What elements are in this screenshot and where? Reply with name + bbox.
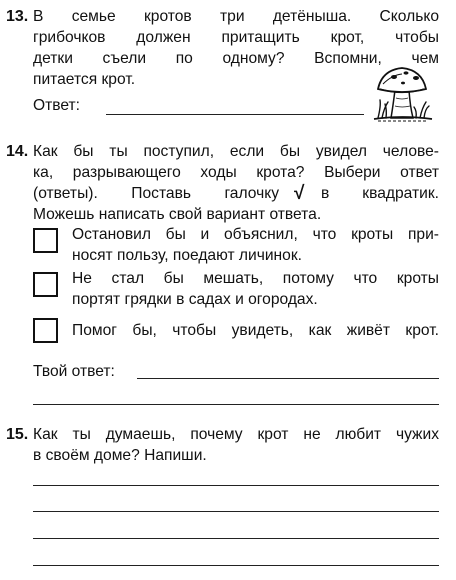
question-14-line-1: Как бы ты поступил, если бы увидел челове- xyxy=(33,143,439,160)
option-2-line-1: Не стал бы мешать, потому что кроты xyxy=(72,270,439,287)
option-1-checkbox[interactable] xyxy=(33,228,58,253)
question-15-number: 15. xyxy=(6,426,29,443)
answer-line-2[interactable] xyxy=(33,511,439,512)
check-mark-icon: √ xyxy=(294,183,305,204)
answer-line-1[interactable] xyxy=(33,485,439,486)
question-13-answer-label: Ответ: xyxy=(33,97,81,114)
question-14-line-3: (ответы). Поставь галочку xyxy=(33,185,279,202)
own-answer-line-1[interactable] xyxy=(137,378,439,379)
question-15-line-1: Как ты думаешь, почему крот не любит чужих xyxy=(33,426,439,443)
question-14-line-3-end: в квадратик. xyxy=(321,185,439,202)
question-13-answer-line[interactable] xyxy=(106,114,364,115)
own-answer-line-2[interactable] xyxy=(33,404,439,405)
question-13-line-3: детки съели по одному? Вспомни, чем xyxy=(33,50,439,67)
question-13-line-1: В семье кротов три детёныша. Сколько xyxy=(33,8,439,25)
question-13-number: 13. xyxy=(6,8,29,25)
question-13-line-4: питается крот. xyxy=(33,71,136,88)
answer-line-3[interactable] xyxy=(33,538,439,539)
option-2-line-2: портят грядки в садах и огородах. xyxy=(72,291,318,308)
option-3-checkbox[interactable] xyxy=(33,318,58,343)
question-15-line-2: в своём доме? Напиши. xyxy=(33,447,207,464)
mushroom-icon xyxy=(372,62,434,124)
option-1-line-2: носят пользу, поедают личинок. xyxy=(72,247,302,264)
question-14-line-2: ка, разрывающего ходы крота? Выбери ответ xyxy=(33,164,439,181)
question-14-line-4: Можешь написать свой вариант ответа. xyxy=(33,206,322,223)
question-14-number: 14. xyxy=(6,143,29,160)
option-2-checkbox[interactable] xyxy=(33,272,58,297)
option-1-line-1: Остановил бы и объяснил, что кроты при- xyxy=(72,226,439,243)
question-13-line-2: грибочков должен притащить крот, чтобы xyxy=(33,29,439,46)
answer-line-4[interactable] xyxy=(33,565,439,566)
option-3-line-1: Помог бы, чтобы увидеть, как живёт крот. xyxy=(72,322,439,339)
own-answer-label: Твой ответ: xyxy=(33,363,115,380)
